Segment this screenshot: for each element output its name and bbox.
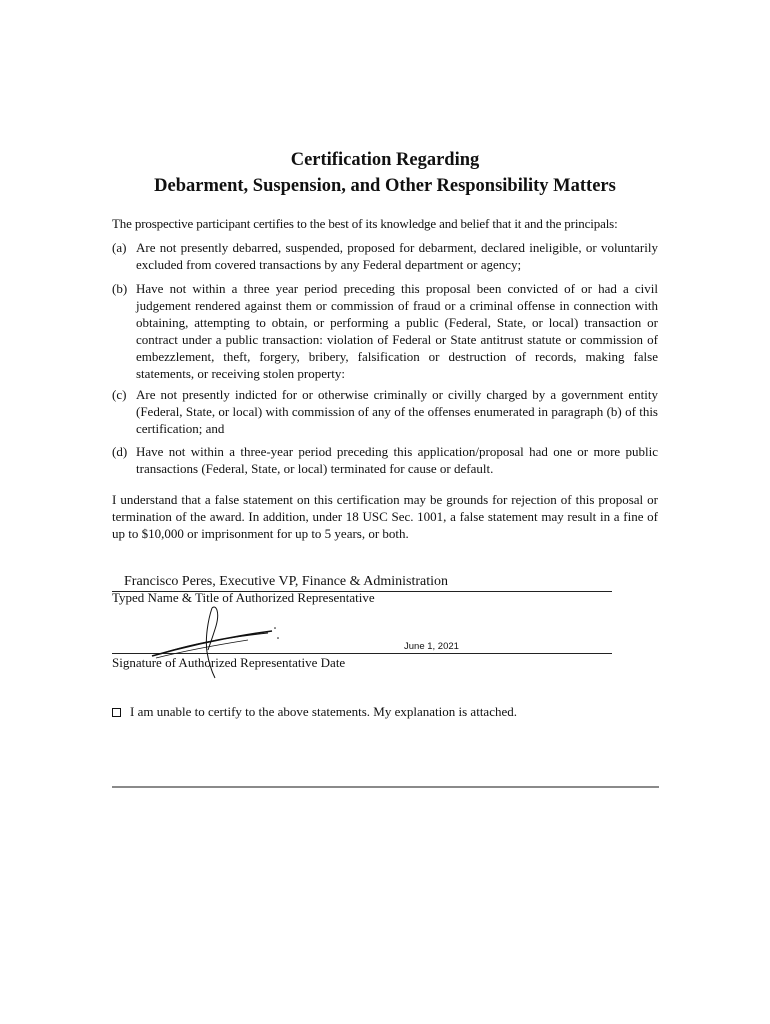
document-title-line2: Debarment, Suspension, and Other Responsibility Matters [154,176,616,196]
closing-paragraph: I understand that a false statement on this certification may be grounds for rejection of this proposal or termination of the award. In addition, under 18 USC Sec. 1001, a false statement may result in a fine of up to $10,000 or imprisonment for up to 5 years, or both. [112,492,658,541]
item-marker: (b) [112,281,128,296]
empty-checkbox-icon[interactable] [112,708,121,717]
item-marker: (c) [112,387,127,402]
certification-item-b [112,280,658,382]
item-text: Are not presently indicted for or otherwise criminally or civilly charged by a government entity (Federal, State, or local) with commission of any of the offenses enumerated in paragraph (b) of this certification; and [136,387,658,436]
unable-statement: I am unable to certify to the above statements. My explanation is attached. [130,704,517,719]
handwritten-signature [150,600,290,680]
item-text: Have not within a three-year period preceding this application/proposal had one or more public transactions (Federal, State, or local) terminated for cause or default. [136,444,658,476]
typed-name-value: Francisco Peres, Executive VP, Finance & Administration [124,574,449,589]
item-marker: (a) [112,240,127,255]
signature-date: June 1, 2021 [404,641,459,652]
item-text: Have not within a three year period preceding this proposal been convicted of or had a civil judgement rendered against them or commission of fraud or a criminal offense in connection with obtaining, attempting to obtain, or performing a public (Federal, State, or local) transaction or contract under a public transaction: violation of Federal or State antitrust statute or commission of embezzlement, theft, forgery, bribery, falsification or destruction of records, making false statements, or receiving stolen property: [136,281,658,381]
certification-item-a [112,239,658,273]
signature-label: Signature of Authorized Representative Date [112,655,346,670]
certification-item-d [112,443,658,477]
certification-item-c [112,386,658,437]
typed-name-label: Typed Name & Title of Authorized Representative [112,590,375,605]
document-title-line1: Certification Regarding [290,150,480,170]
item-marker: (d) [112,444,128,459]
bottom-divider [112,786,659,788]
item-text: Are not presently debarred, suspended, proposed for debarment, declared ineligible, or voluntarily excluded from covered transactions by any Federal department or agency; [136,240,658,272]
unable-to-certify-option[interactable] [112,704,517,720]
intro-paragraph: The prospective participant certifies to the best of its knowledge and belief that it and the principals: [112,216,618,231]
